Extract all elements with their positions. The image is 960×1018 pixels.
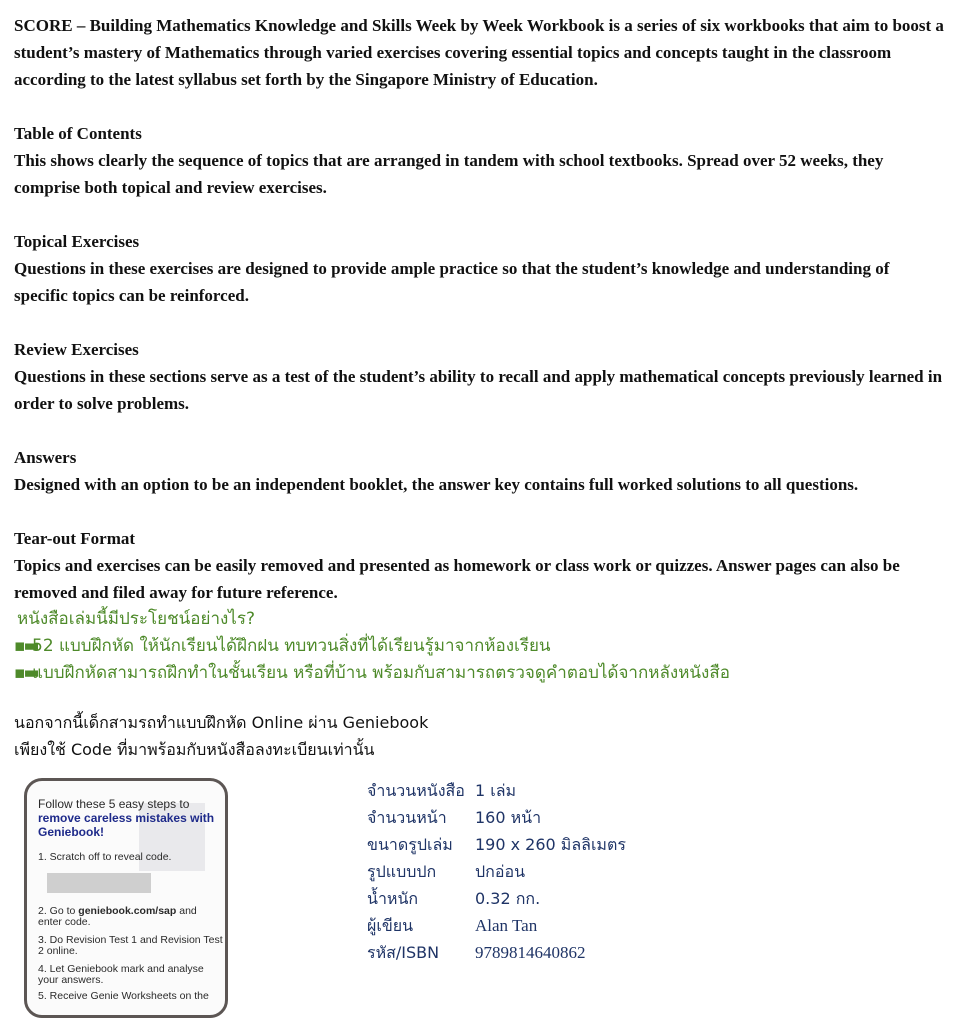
spec-value: 0.32 กก. <box>475 889 541 908</box>
benefit-item <box>14 660 944 687</box>
section-body-topical: Questions in these exercises are designed to provide ample practice so that the student’s knowledge and understanding of specific topics can be reinforced. <box>14 259 890 305</box>
arrow-bullet-icon: ▪▬ <box>14 663 38 683</box>
scratch-code-area <box>47 873 151 893</box>
card-intro-highlight: remove careless mistakes with Geniebook! <box>38 811 215 839</box>
spec-label: ขนาดรูปเล่ม <box>367 835 453 854</box>
step-text: and enter code. <box>38 905 197 928</box>
section-heading-toc: Table of Contents <box>14 124 142 143</box>
spec-value: 190 x 260 มิลลิเมตร <box>475 835 626 854</box>
section-body-tearout: Topics and exercises can be easily removed and presented as homework or class work or quizzes. Answer pages can also be removed and filed away for future reference. <box>14 556 900 602</box>
spec-value: 1 เล่ม <box>475 781 517 800</box>
card-step: 1. Scratch off to reveal code. <box>38 851 172 863</box>
spec-label: จำนวนหนังสือ <box>367 781 465 800</box>
spec-label: รูปแบบปก <box>367 862 437 881</box>
spec-value: Alan Tan <box>475 916 538 935</box>
spec-value: 160 หน้า <box>475 808 542 827</box>
intro-paragraph: SCORE – Building Mathematics Knowledge and Skills Week by Week Workbook is a series of six workbooks that aim to boost a student’s mastery of Mathematics through varied exercises covering essential topics and concepts taught in the classroom according to the latest syllabus set forth by the Singapore Ministry of Education. <box>14 16 944 89</box>
spec-label: รหัส/ISBN <box>367 943 440 962</box>
spec-row <box>367 885 626 912</box>
specs-table <box>367 777 626 966</box>
spec-value: ปกอ่อน <box>475 862 525 881</box>
spec-label: น้ำหนัก <box>367 889 419 908</box>
section-heading-answers: Answers <box>14 448 77 467</box>
spec-row <box>367 858 626 885</box>
card-step <box>38 906 223 928</box>
spec-row <box>367 777 626 804</box>
benefit-text: 52 แบบฝึกหัด ให้นักเรียนได้ฝึกฝน ทบทวนสิ่งที่ได้เรียนรู้มาจากห้องเรียน <box>32 636 551 656</box>
step-text: 2. Go to <box>38 905 79 917</box>
benefits-title: หนังสือเล่มนี้มีประโยชน์อย่างไร? <box>17 609 255 629</box>
spec-row <box>367 939 626 966</box>
section-body-review: Questions in these sections serve as a test of the student’s ability to recall and apply mathematical concepts previously learned in order to solve problems. <box>14 367 943 413</box>
spec-row <box>367 804 626 831</box>
product-description <box>14 12 944 763</box>
card-step: 4. Let Geniebook mark and analyse your answers. <box>38 963 204 986</box>
arrow-bullet-icon: ▪▬ <box>14 636 38 656</box>
section-heading-topical: Topical Exercises <box>14 232 140 251</box>
online-line-1: นอกจากนี้เด็กสามรถทำแบบฝึกหัด Online ผ่าน Geniebook <box>14 713 429 732</box>
spec-label: ผู้เขียน <box>367 916 414 935</box>
benefit-item <box>14 633 944 660</box>
section-heading-tearout: Tear-out Format <box>14 529 136 548</box>
spec-row <box>367 912 626 939</box>
card-intro <box>38 797 223 839</box>
spec-label: จำนวนหน้า <box>367 808 447 827</box>
geniebook-steps-card <box>24 778 228 1018</box>
spec-row <box>367 831 626 858</box>
benefit-text: แบบฝึกหัดสามารถฝึกทำในชั้นเรียน หรือที่บ้าน พร้อมกับสามารถตรวจดูคำตอบได้จากหลังหนังสือ <box>32 663 730 683</box>
geniebook-link: geniebook.com/sap <box>78 905 177 917</box>
spec-value: 9789814640862 <box>475 943 586 962</box>
section-body-toc: This shows clearly the sequence of topics that are arranged in tandem with school textbooks. Spread over 52 weeks, they comprise both topical and review exercises. <box>14 151 884 197</box>
section-body-answers: Designed with an option to be an independent booklet, the answer key contains full worked solutions to all questions. <box>14 475 859 494</box>
card-intro-plain: Follow these 5 easy steps to <box>38 797 190 811</box>
card-step: 3. Do Revision Test 1 and Revision Test 2 online. <box>38 934 223 957</box>
online-line-2: เพียงใช้ Code ที่มาพร้อมกับหนังสือลงทะเบียนเท่านั้น <box>14 740 375 759</box>
section-heading-review: Review Exercises <box>14 340 139 359</box>
card-step: 5. Receive Genie Worksheets on the <box>38 990 209 1002</box>
